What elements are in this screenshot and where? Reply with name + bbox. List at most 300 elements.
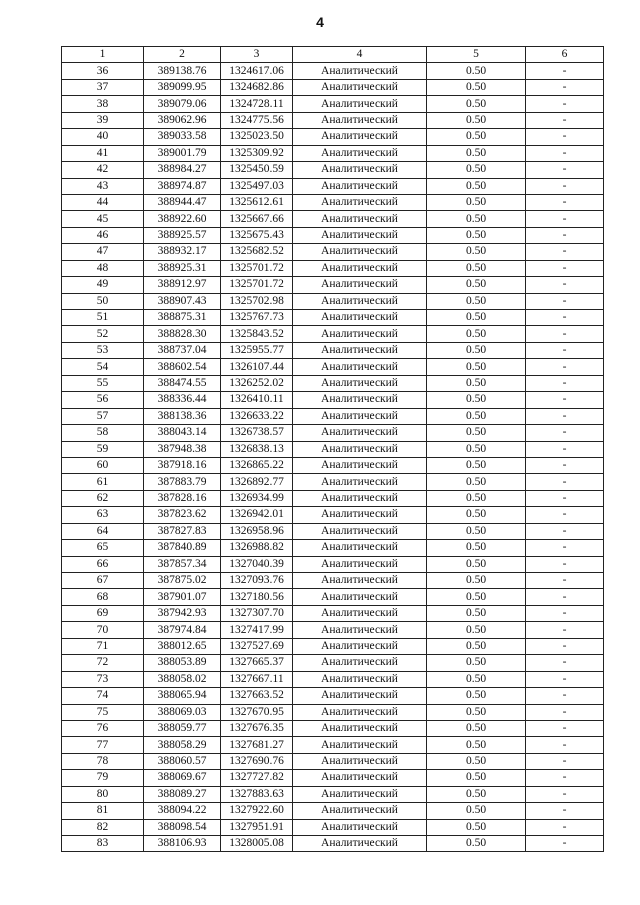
x-coordinate-cell: 388060.57 (144, 753, 221, 769)
y-coordinate-cell: 1326892.77 (221, 474, 293, 490)
accuracy-cell: 0.50 (427, 836, 526, 852)
x-coordinate-cell: 388925.57 (144, 227, 221, 243)
y-coordinate-cell: 1327676.35 (221, 720, 293, 736)
table-row (62, 540, 604, 556)
method-cell: Аналитический (293, 359, 427, 375)
method-cell: Аналитический (293, 573, 427, 589)
accuracy-cell: 0.50 (427, 605, 526, 621)
x-coordinate-cell: 388012.65 (144, 638, 221, 654)
point-number-cell: 55 (62, 375, 144, 391)
method-cell: Аналитический (293, 277, 427, 293)
point-number-cell: 48 (62, 260, 144, 276)
y-coordinate-cell: 1326958.96 (221, 523, 293, 539)
page-number: 4 (316, 14, 324, 30)
accuracy-cell: 0.50 (427, 408, 526, 424)
y-coordinate-cell: 1326410.11 (221, 392, 293, 408)
accuracy-cell: 0.50 (427, 178, 526, 194)
point-number-cell: 79 (62, 770, 144, 786)
y-coordinate-cell: 1325309.92 (221, 145, 293, 161)
method-cell: Аналитический (293, 770, 427, 786)
table-row (62, 326, 604, 342)
y-coordinate-cell: 1325843.52 (221, 326, 293, 342)
x-coordinate-cell: 388602.54 (144, 359, 221, 375)
x-coordinate-cell: 389033.58 (144, 129, 221, 145)
note-cell: - (526, 211, 604, 227)
note-cell: - (526, 425, 604, 441)
note-cell: - (526, 523, 604, 539)
table-row (62, 523, 604, 539)
note-cell: - (526, 441, 604, 457)
point-number-cell: 70 (62, 622, 144, 638)
table-row (62, 260, 604, 276)
point-number-cell: 62 (62, 490, 144, 506)
point-number-cell: 63 (62, 507, 144, 523)
accuracy-cell: 0.50 (427, 523, 526, 539)
note-cell: - (526, 408, 604, 424)
note-cell: - (526, 474, 604, 490)
y-coordinate-cell: 1327690.76 (221, 753, 293, 769)
table-row (62, 688, 604, 704)
method-cell: Аналитический (293, 655, 427, 671)
accuracy-cell: 0.50 (427, 457, 526, 473)
note-cell: - (526, 227, 604, 243)
table-row (62, 277, 604, 293)
note-cell: - (526, 490, 604, 506)
table-row (62, 474, 604, 490)
method-cell: Аналитический (293, 753, 427, 769)
accuracy-cell: 0.50 (427, 770, 526, 786)
accuracy-cell: 0.50 (427, 704, 526, 720)
point-number-cell: 41 (62, 145, 144, 161)
y-coordinate-cell: 1326988.82 (221, 540, 293, 556)
y-coordinate-cell: 1328005.08 (221, 836, 293, 852)
note-cell: - (526, 786, 604, 802)
point-number-cell: 40 (62, 129, 144, 145)
method-cell: Аналитический (293, 79, 427, 95)
x-coordinate-cell: 387918.16 (144, 457, 221, 473)
x-coordinate-cell: 388138.36 (144, 408, 221, 424)
x-coordinate-cell: 388059.77 (144, 720, 221, 736)
point-number-cell: 81 (62, 803, 144, 819)
table-row (62, 408, 604, 424)
note-cell: - (526, 803, 604, 819)
method-cell: Аналитический (293, 342, 427, 358)
x-coordinate-cell: 388984.27 (144, 162, 221, 178)
x-coordinate-cell: 388737.04 (144, 342, 221, 358)
accuracy-cell: 0.50 (427, 310, 526, 326)
point-number-cell: 64 (62, 523, 144, 539)
accuracy-cell: 0.50 (427, 277, 526, 293)
method-cell: Аналитический (293, 408, 427, 424)
accuracy-cell: 0.50 (427, 293, 526, 309)
table-row (62, 720, 604, 736)
table-row (62, 310, 604, 326)
accuracy-cell: 0.50 (427, 573, 526, 589)
method-cell: Аналитический (293, 293, 427, 309)
accuracy-cell: 0.50 (427, 474, 526, 490)
accuracy-cell: 0.50 (427, 194, 526, 210)
point-number-cell: 43 (62, 178, 144, 194)
y-coordinate-cell: 1327681.27 (221, 737, 293, 753)
point-number-cell: 60 (62, 457, 144, 473)
note-cell: - (526, 671, 604, 687)
table-row (62, 507, 604, 523)
table-row (62, 79, 604, 95)
accuracy-cell: 0.50 (427, 326, 526, 342)
table-row (62, 737, 604, 753)
x-coordinate-cell: 388043.14 (144, 425, 221, 441)
method-cell: Аналитический (293, 178, 427, 194)
x-coordinate-cell: 388065.94 (144, 688, 221, 704)
table-row (62, 63, 604, 79)
table-row (62, 803, 604, 819)
note-cell: - (526, 392, 604, 408)
note-cell: - (526, 178, 604, 194)
method-cell: Аналитический (293, 310, 427, 326)
accuracy-cell: 0.50 (427, 441, 526, 457)
note-cell: - (526, 836, 604, 852)
note-cell: - (526, 622, 604, 638)
y-coordinate-cell: 1325767.73 (221, 310, 293, 326)
table-row (62, 573, 604, 589)
y-coordinate-cell: 1325675.43 (221, 227, 293, 243)
accuracy-cell: 0.50 (427, 260, 526, 276)
y-coordinate-cell: 1325955.77 (221, 342, 293, 358)
y-coordinate-cell: 1327663.52 (221, 688, 293, 704)
note-cell: - (526, 638, 604, 654)
point-number-cell: 66 (62, 556, 144, 572)
accuracy-cell: 0.50 (427, 244, 526, 260)
column-header: 5 (427, 47, 526, 63)
column-header: 6 (526, 47, 604, 63)
x-coordinate-cell: 387883.79 (144, 474, 221, 490)
x-coordinate-cell: 388474.55 (144, 375, 221, 391)
column-header: 4 (293, 47, 427, 63)
x-coordinate-cell: 387948.38 (144, 441, 221, 457)
note-cell: - (526, 293, 604, 309)
point-number-cell: 65 (62, 540, 144, 556)
table-row (62, 162, 604, 178)
point-number-cell: 68 (62, 589, 144, 605)
accuracy-cell: 0.50 (427, 507, 526, 523)
coordinates-table (61, 46, 604, 852)
table-row (62, 490, 604, 506)
y-coordinate-cell: 1327922.60 (221, 803, 293, 819)
point-number-cell: 45 (62, 211, 144, 227)
note-cell: - (526, 326, 604, 342)
y-coordinate-cell: 1326934.99 (221, 490, 293, 506)
method-cell: Аналитический (293, 605, 427, 621)
note-cell: - (526, 753, 604, 769)
method-cell: Аналитический (293, 540, 427, 556)
point-number-cell: 54 (62, 359, 144, 375)
note-cell: - (526, 589, 604, 605)
method-cell: Аналитический (293, 688, 427, 704)
x-coordinate-cell: 387823.62 (144, 507, 221, 523)
note-cell: - (526, 162, 604, 178)
x-coordinate-cell: 387828.16 (144, 490, 221, 506)
x-coordinate-cell: 387974.84 (144, 622, 221, 638)
accuracy-cell: 0.50 (427, 803, 526, 819)
y-coordinate-cell: 1325701.72 (221, 277, 293, 293)
method-cell: Аналитический (293, 162, 427, 178)
y-coordinate-cell: 1327665.37 (221, 655, 293, 671)
point-number-cell: 51 (62, 310, 144, 326)
x-coordinate-cell: 389001.79 (144, 145, 221, 161)
point-number-cell: 75 (62, 704, 144, 720)
method-cell: Аналитический (293, 96, 427, 112)
accuracy-cell: 0.50 (427, 671, 526, 687)
point-number-cell: 37 (62, 79, 144, 95)
accuracy-cell: 0.50 (427, 112, 526, 128)
note-cell: - (526, 277, 604, 293)
point-number-cell: 59 (62, 441, 144, 457)
accuracy-cell: 0.50 (427, 425, 526, 441)
method-cell: Аналитический (293, 474, 427, 490)
note-cell: - (526, 770, 604, 786)
y-coordinate-cell: 1325497.03 (221, 178, 293, 194)
note-cell: - (526, 96, 604, 112)
x-coordinate-cell: 388106.93 (144, 836, 221, 852)
y-coordinate-cell: 1326738.57 (221, 425, 293, 441)
point-number-cell: 82 (62, 819, 144, 835)
note-cell: - (526, 688, 604, 704)
accuracy-cell: 0.50 (427, 392, 526, 408)
y-coordinate-cell: 1326107.44 (221, 359, 293, 375)
method-cell: Аналитический (293, 63, 427, 79)
note-cell: - (526, 359, 604, 375)
table-header (62, 47, 604, 63)
point-number-cell: 50 (62, 293, 144, 309)
y-coordinate-cell: 1325023.50 (221, 129, 293, 145)
accuracy-cell: 0.50 (427, 589, 526, 605)
x-coordinate-cell: 387901.07 (144, 589, 221, 605)
y-coordinate-cell: 1327727.82 (221, 770, 293, 786)
table-row (62, 244, 604, 260)
point-number-cell: 61 (62, 474, 144, 490)
y-coordinate-cell: 1327667.11 (221, 671, 293, 687)
accuracy-cell: 0.50 (427, 375, 526, 391)
y-coordinate-cell: 1327180.56 (221, 589, 293, 605)
accuracy-cell: 0.50 (427, 638, 526, 654)
method-cell: Аналитический (293, 425, 427, 441)
y-coordinate-cell: 1325450.59 (221, 162, 293, 178)
method-cell: Аналитический (293, 457, 427, 473)
column-header: 1 (62, 47, 144, 63)
method-cell: Аналитический (293, 622, 427, 638)
point-number-cell: 46 (62, 227, 144, 243)
column-header: 3 (221, 47, 293, 63)
x-coordinate-cell: 389062.96 (144, 112, 221, 128)
table-row (62, 770, 604, 786)
note-cell: - (526, 260, 604, 276)
note-cell: - (526, 737, 604, 753)
point-number-cell: 36 (62, 63, 144, 79)
y-coordinate-cell: 1325702.98 (221, 293, 293, 309)
note-cell: - (526, 556, 604, 572)
note-cell: - (526, 244, 604, 260)
note-cell: - (526, 507, 604, 523)
accuracy-cell: 0.50 (427, 359, 526, 375)
table-row (62, 638, 604, 654)
accuracy-cell: 0.50 (427, 753, 526, 769)
method-cell: Аналитический (293, 737, 427, 753)
point-number-cell: 52 (62, 326, 144, 342)
accuracy-cell: 0.50 (427, 342, 526, 358)
accuracy-cell: 0.50 (427, 655, 526, 671)
point-number-cell: 44 (62, 194, 144, 210)
accuracy-cell: 0.50 (427, 490, 526, 506)
table-row (62, 112, 604, 128)
note-cell: - (526, 819, 604, 835)
method-cell: Аналитический (293, 227, 427, 243)
y-coordinate-cell: 1326942.01 (221, 507, 293, 523)
method-cell: Аналитический (293, 244, 427, 260)
x-coordinate-cell: 388875.31 (144, 310, 221, 326)
method-cell: Аналитический (293, 786, 427, 802)
note-cell: - (526, 457, 604, 473)
table-row (62, 96, 604, 112)
method-cell: Аналитический (293, 556, 427, 572)
x-coordinate-cell: 388922.60 (144, 211, 221, 227)
point-number-cell: 76 (62, 720, 144, 736)
y-coordinate-cell: 1327307.70 (221, 605, 293, 621)
y-coordinate-cell: 1325612.61 (221, 194, 293, 210)
point-number-cell: 80 (62, 786, 144, 802)
method-cell: Аналитический (293, 145, 427, 161)
method-cell: Аналитический (293, 819, 427, 835)
point-number-cell: 49 (62, 277, 144, 293)
point-number-cell: 77 (62, 737, 144, 753)
table-row (62, 375, 604, 391)
x-coordinate-cell: 388089.27 (144, 786, 221, 802)
table-row (62, 753, 604, 769)
point-number-cell: 73 (62, 671, 144, 687)
note-cell: - (526, 129, 604, 145)
accuracy-cell: 0.50 (427, 63, 526, 79)
x-coordinate-cell: 388932.17 (144, 244, 221, 260)
x-coordinate-cell: 388925.31 (144, 260, 221, 276)
table-row (62, 342, 604, 358)
table-row (62, 194, 604, 210)
y-coordinate-cell: 1327093.76 (221, 573, 293, 589)
y-coordinate-cell: 1325667.66 (221, 211, 293, 227)
table-row (62, 836, 604, 852)
point-number-cell: 39 (62, 112, 144, 128)
point-number-cell: 78 (62, 753, 144, 769)
method-cell: Аналитический (293, 638, 427, 654)
method-cell: Аналитический (293, 671, 427, 687)
method-cell: Аналитический (293, 375, 427, 391)
table-row (62, 425, 604, 441)
table-body (62, 63, 604, 852)
point-number-cell: 71 (62, 638, 144, 654)
note-cell: - (526, 375, 604, 391)
method-cell: Аналитический (293, 836, 427, 852)
note-cell: - (526, 63, 604, 79)
x-coordinate-cell: 389079.06 (144, 96, 221, 112)
y-coordinate-cell: 1325682.52 (221, 244, 293, 260)
y-coordinate-cell: 1327883.63 (221, 786, 293, 802)
accuracy-cell: 0.50 (427, 786, 526, 802)
method-cell: Аналитический (293, 112, 427, 128)
x-coordinate-cell: 387875.02 (144, 573, 221, 589)
x-coordinate-cell: 388058.29 (144, 737, 221, 753)
y-coordinate-cell: 1327417.99 (221, 622, 293, 638)
accuracy-cell: 0.50 (427, 720, 526, 736)
method-cell: Аналитический (293, 129, 427, 145)
accuracy-cell: 0.50 (427, 688, 526, 704)
x-coordinate-cell: 388974.87 (144, 178, 221, 194)
x-coordinate-cell: 388094.22 (144, 803, 221, 819)
y-coordinate-cell: 1326838.13 (221, 441, 293, 457)
x-coordinate-cell: 388069.67 (144, 770, 221, 786)
y-coordinate-cell: 1326252.02 (221, 375, 293, 391)
x-coordinate-cell: 388336.44 (144, 392, 221, 408)
x-coordinate-cell: 388907.43 (144, 293, 221, 309)
method-cell: Аналитический (293, 392, 427, 408)
accuracy-cell: 0.50 (427, 227, 526, 243)
note-cell: - (526, 540, 604, 556)
x-coordinate-cell: 388912.97 (144, 277, 221, 293)
point-number-cell: 42 (62, 162, 144, 178)
method-cell: Аналитический (293, 589, 427, 605)
column-header: 2 (144, 47, 221, 63)
note-cell: - (526, 720, 604, 736)
y-coordinate-cell: 1327040.39 (221, 556, 293, 572)
note-cell: - (526, 573, 604, 589)
x-coordinate-cell: 388053.89 (144, 655, 221, 671)
method-cell: Аналитический (293, 260, 427, 276)
accuracy-cell: 0.50 (427, 737, 526, 753)
table-row (62, 819, 604, 835)
table-row (62, 129, 604, 145)
table-row (62, 556, 604, 572)
y-coordinate-cell: 1327670.95 (221, 704, 293, 720)
note-cell: - (526, 194, 604, 210)
note-cell: - (526, 655, 604, 671)
method-cell: Аналитический (293, 211, 427, 227)
y-coordinate-cell: 1327951.91 (221, 819, 293, 835)
x-coordinate-cell: 388098.54 (144, 819, 221, 835)
table-row (62, 786, 604, 802)
table-row (62, 441, 604, 457)
note-cell: - (526, 112, 604, 128)
method-cell: Аналитический (293, 523, 427, 539)
method-cell: Аналитический (293, 704, 427, 720)
accuracy-cell: 0.50 (427, 129, 526, 145)
table-row (62, 671, 604, 687)
table-row (62, 359, 604, 375)
point-number-cell: 67 (62, 573, 144, 589)
point-number-cell: 56 (62, 392, 144, 408)
method-cell: Аналитический (293, 194, 427, 210)
x-coordinate-cell: 387827.83 (144, 523, 221, 539)
note-cell: - (526, 605, 604, 621)
x-coordinate-cell: 387857.34 (144, 556, 221, 572)
point-number-cell: 47 (62, 244, 144, 260)
point-number-cell: 57 (62, 408, 144, 424)
accuracy-cell: 0.50 (427, 819, 526, 835)
point-number-cell: 74 (62, 688, 144, 704)
table-row (62, 145, 604, 161)
x-coordinate-cell: 389099.95 (144, 79, 221, 95)
y-coordinate-cell: 1324775.56 (221, 112, 293, 128)
method-cell: Аналитический (293, 326, 427, 342)
table-row (62, 293, 604, 309)
y-coordinate-cell: 1324682.86 (221, 79, 293, 95)
x-coordinate-cell: 388058.02 (144, 671, 221, 687)
